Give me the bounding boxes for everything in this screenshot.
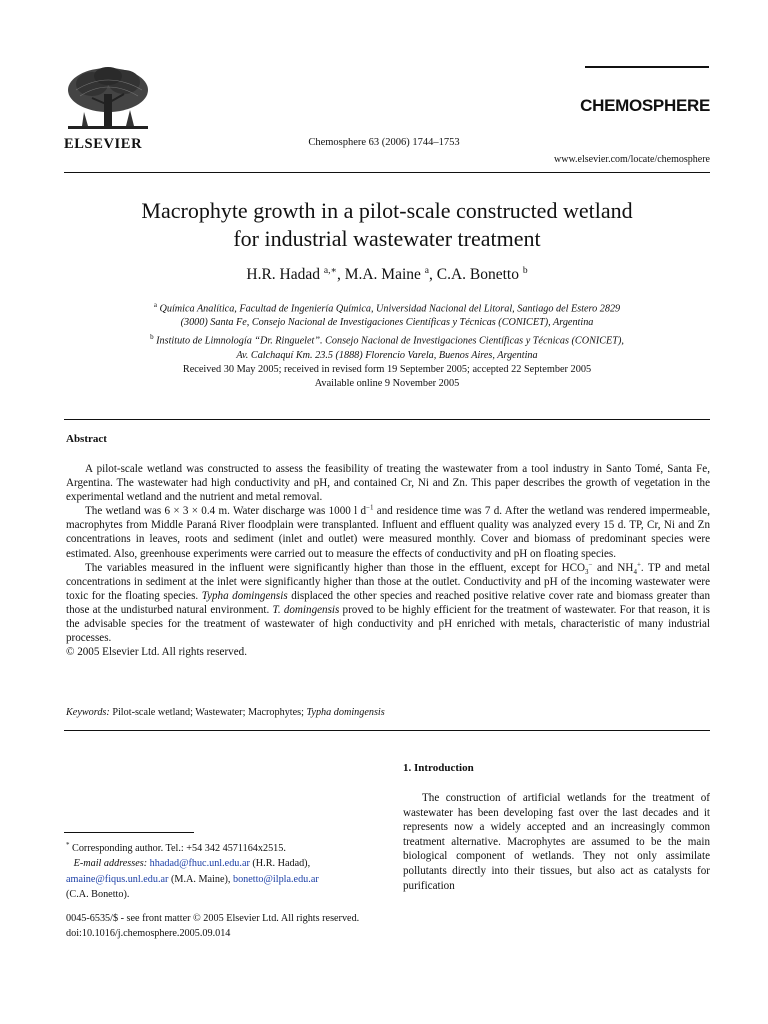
journal-citation: Chemosphere 63 (2006) 1744–1753: [308, 137, 460, 148]
abstract-paragraph-3: The variables measured in the influent were significantly higher than those in the effluent, except for $HCO_3^-$ and $NH_4^+$. TP and metal concentrations in sediment at the inlet were significantly higher than those at the outlet. Conductivity and pH of the incoming wastewater were toxic for the floating species. Typha domingensis displaced the other species and reached positive relative cover rate and biomass greater than those at the undisturbed natural environment. T. domingensis proved to be highly efficient for the treatment of wastewater. For that reason, it is the advisable species for the treatment of wastewater of high conductivity and pH enriched with metals, characteristic of many industrial processes.: [66, 559, 710, 645]
author-list: H.R. Hadad $^{a,∗}$, M.A. Maine $^a$, C.A. Bonetto $^b$: [246, 266, 528, 283]
title-line-2: for industrial wastewater treatment: [233, 226, 541, 251]
journal-url[interactable]: www.elsevier.com/locate/chemosphere: [554, 154, 710, 165]
author-affiliation-mark: a,∗: [323, 266, 337, 276]
abstract-paragraph-1: A pilot-scale wetland was constructed to assess the feasibility of treating the wastewater from a tool industry in Santo Tomé, Santa Fe, Argentina. The wastewater had high conductivity and pH, and contained Cr, Ni and Zn. This paper describes the growth of vegetation in the experimental wetland and the nutrient and metal removal.: [66, 463, 710, 504]
author-affiliation-mark: b: [522, 266, 528, 276]
author-name: C.A. Bonetto: [436, 266, 519, 283]
footnotes: * Corresponding author. Tel.: +54 342 4571164x2515. E-mail addresses: hhadad@fhuc.unl.edu.ar (H.R. Hadad), amaine@fiqus.unl.edu.ar (M.A. Maine), bonetto@ilpla.edu.ar (C.A. Bonetto).: [66, 838, 386, 903]
affiliation-b-line-1: Instituto de Limnología “Dr. Ringuelet”. Consejo Nacional de Investigaciones Científicas y Técnicas (CONICET),: [156, 335, 624, 347]
introduction-text: The construction of artificial wetlands for the treatment of wastewater has been developing fast over the last decades and it represents now a widely accepted and an increasingly common treatment alternative. Macrophytes are assumed to be the main biological component of wetlands. They not only assimilate pollutants directly into their tissues, but also act as catalysts for purification: [403, 792, 710, 892]
author-name: H.R. Hadad: [246, 266, 320, 283]
keyword-species: Typha domingensis: [306, 707, 385, 718]
corresponding-author-note: * Corresponding author. Tel.: +54 342 4571164x2515.: [66, 841, 286, 854]
keywords-label: Keywords:: [66, 707, 110, 718]
footnote-mark: *: [66, 841, 70, 849]
affiliation-a-line-1: Química Analítica, Facultad de Ingeniería Química, Universidad Nacional del Litoral, Santiago del Estero 2829: [159, 303, 621, 315]
available-online-date: Available online 9 November 2005: [314, 378, 460, 389]
affiliation-mark: b: [150, 333, 154, 342]
keywords: [66, 707, 385, 718]
received-dates: Received 30 May 2005; received in revised form 19 September 2005; accepted 22 September 2005: [182, 364, 592, 375]
abstract-paragraph-2: The wetland was 6 × 3 × 0.4 m. Water discharge was 1000 l $d^{-1}$ and residence time was 7 d. After the wetland was rendered impermeable, macrophytes from Middle Paraná River floodplain were transplanted. Influent and effluent quality was analyzed every 15 d. TP, Cr, Ni and Zn concentrations in leaves, roots and sediment (inlet and outlet) were measured monthly. Cover and biomass of predominant species were estimated. Also, greenhouse experiments were carried out to measure the effects of conductivity and pH on floating species.: [66, 503, 711, 560]
affiliation-b-line-2: Av. Calchaquí Km. 23.5 (1888) Florencio Varela, Buenos Aires, Argentina: [236, 349, 538, 361]
article-title: [64, 197, 710, 253]
email-link-bonetto[interactable]: bonetto@ilpla.edu.ar: [232, 873, 319, 885]
abstract-copyright: © 2005 Elsevier Ltd. All rights reserved.: [66, 646, 247, 659]
abstract-body: [66, 462, 710, 659]
affiliations: [64, 298, 710, 363]
publisher-name: ELSEVIER: [64, 136, 143, 152]
section-heading-introduction: 1. Introduction: [403, 762, 474, 774]
keywords-list: Pilot-scale wetland; Wastewater; Macrophytes;: [112, 707, 304, 718]
email-addresses: E-mail addresses: hhadad@fhuc.unl.edu.ar (H.R. Hadad),: [73, 858, 311, 870]
journal-name: CHEMOSPHERE: [580, 96, 710, 115]
doi-line[interactable]: doi:10.1016/j.chemosphere.2005.09.014: [66, 928, 231, 940]
affiliation-a-line-2: (3000) Santa Fe, Consejo Nacional de Investigaciones Científicas y Técnicas (CONICET), Argentina: [180, 317, 594, 329]
email-link-hadad[interactable]: hhadad@fhuc.unl.edu.ar: [149, 858, 250, 870]
article-dates: [64, 363, 710, 391]
affiliation-mark: a: [153, 301, 157, 309]
email-link-maine[interactable]: amaine@fiqus.unl.edu.ar: [66, 873, 169, 885]
author-name: M.A. Maine: [344, 266, 421, 283]
header-rule: [64, 172, 710, 173]
abstract-rule-top: [64, 419, 710, 420]
front-matter: [66, 911, 359, 942]
footnote-rule: [64, 832, 194, 833]
title-line-1: Macrophyte growth in a pilot-scale constructed wetland: [141, 198, 633, 223]
author-affiliation-mark: a: [424, 266, 429, 276]
abstract-heading: Abstract: [66, 433, 107, 445]
journal-rule: [585, 66, 709, 68]
issn-line: 0045-6535/$ - see front matter © 2005 Elsevier Ltd. All rights reserved.: [66, 913, 360, 924]
abstract-rule-bottom: [64, 730, 710, 731]
